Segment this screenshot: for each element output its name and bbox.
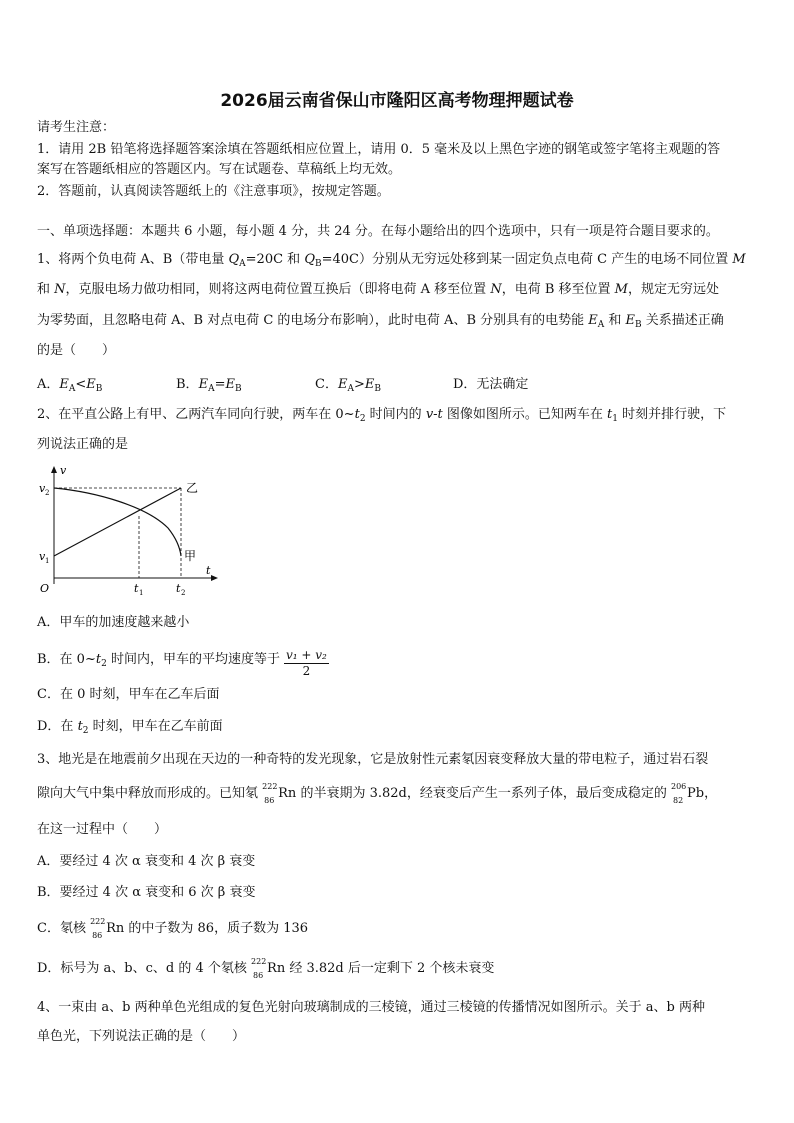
t1-label-sub: 1 — [139, 589, 144, 597]
q2-option-b: B．在 $0\sim t_2$ 时间内，甲车的平均速度等于 $\frac{\text{v₁ + v₂}}{2}$ — [37, 648, 327, 678]
q1-line-2: 和 N，克服电场力做功相同，则将这两电荷位置互换后（即将电荷 A 移至位置 N，电荷 B 移至位置 M，规定无穷远处 — [37, 282, 719, 297]
v-axis-arrow — [51, 466, 57, 473]
q3-line-2: 隙向大气中集中释放而形成的。已知氡 222 86 Rn 的半衰期为 3.82d，经衰变后产生一系列子体，最后变成稳定的 206 82 Pb， — [37, 782, 718, 805]
lead-nuclide: 206 82 Pb — [670, 782, 705, 805]
q3-option-a: A．要经过 4 次 α 衰变和 4 次 β 衰变 — [37, 854, 256, 869]
v1-label: v — [39, 550, 46, 563]
radon-nuclide: 222 86 Rn — [90, 917, 125, 940]
yi-label: 乙 — [186, 481, 199, 495]
notice-item-1-line-2: 案写在答题纸相应的答题区内。写在试题卷、草稿纸上均无效。 — [37, 162, 402, 177]
t2-label-sub: 2 — [181, 589, 186, 597]
radon-nuclide: 222 86 Rn — [262, 782, 297, 805]
q2-option-a: A．甲车的加速度越来越小 — [37, 615, 190, 630]
q2-line-2: 列说法正确的是 — [37, 437, 129, 452]
t-axis-arrow — [211, 575, 218, 581]
q2-option-c: C．在 0 时刻，甲车在乙车后面 — [37, 687, 220, 702]
v2-label-sub: 2 — [45, 489, 50, 497]
jia-label: 甲 — [184, 549, 197, 563]
q1-line-3: 为零势面，且忽略电荷 A、B 对点电荷 C 的电场分布影响），此时电荷 A、B 分别具有的电势能 $E_A$ 和 $E_B$ 关系描述正确 — [37, 313, 724, 330]
v1-label-sub: 1 — [45, 557, 50, 565]
t1-label: t — [134, 582, 139, 595]
t-axis-label: t — [206, 564, 211, 577]
notice-item-1-line-1: 1．请用 2B 铅笔将选择题答案涂填在答题纸相应位置上，请用 0．5 毫米及以上黑色字迹的钢笔或签字笔将主观题的答 — [37, 142, 721, 157]
notice-item-2: 2．答题前，认真阅读答题纸上的《注意事项》，按规定答题。 — [37, 184, 390, 199]
page-title: 2026届云南省保山市隆阳区高考物理押题试卷 — [220, 91, 574, 111]
q1-option-d: D．无法确定 — [453, 377, 529, 392]
q1-option-b: B．$E_A=E_B$ — [176, 377, 242, 394]
origin-label: O — [40, 582, 50, 595]
q3-line-1: 3、地光是在地震前夕出现在天边的一种奇特的发光现象，它是放射性元素氡因衰变释放大量的带电粒子，通过岩石裂 — [37, 752, 709, 767]
q1-option-a: A．$E_A<E_B$ — [37, 377, 103, 394]
q3-option-b: B．要经过 4 次 α 衰变和 6 次 β 衰变 — [37, 885, 256, 900]
q1-line-4: 的是（ ） — [37, 343, 116, 358]
v-axis-label: v — [60, 464, 67, 477]
t2-label: t — [176, 582, 181, 595]
v2-label: v — [39, 482, 46, 495]
q1-option-c: C．$E_A>E_B$ — [315, 377, 381, 394]
q3-option-d: D．标号为 a、b、c、d 的 4 个氡核 222 86 Rn 经 3.82d 后一定剩下 2 个核未衰变 — [37, 957, 495, 980]
average-velocity-fraction: $\frac{\text{v₁ + v₂}}{2}$ — [285, 648, 327, 678]
notice-heading: 请考生注意： — [37, 120, 116, 135]
section-heading: 一、单项选择题：本题共 6 小题，每小题 4 分，共 24 分。在每小题给出的四个选项中，只有一项是符合题目要求的。 — [37, 224, 719, 239]
radon-nuclide: 222 86 Rn — [251, 957, 286, 980]
q3-option-c: C．氡核 222 86 Rn 的中子数为 86，质子数为 136 — [37, 917, 309, 940]
q4-line-2: 单色光，下列说法正确的是（ ） — [37, 1029, 246, 1044]
vt-graph — [36, 462, 226, 598]
q1-line-1: 1、将两个负电荷 A、B（带电量 $Q_A=20C$ 和 $Q_B=40C$）分别从无穷远处移到某一固定负点电荷 C 产生的电场不同位置 M — [37, 252, 746, 269]
q2-option-d: D．在 $t_2$ 时刻，甲车在乙车前面 — [37, 719, 223, 736]
q4-line-1: 4、一束由 a、b 两种单色光组成的复色光射向玻璃制成的三棱镜，通过三棱镜的传播情况如图所示。关于 a、b 两种 — [37, 1000, 705, 1015]
q3-line-3: 在这一过程中（ ） — [37, 822, 168, 837]
q2-line-1: 2、在平直公路上有甲、乙两汽车同向行驶，两车在 $0\sim t_2$ 时间内的 v-t 图像如图所示。已知两车在 $t_1$ 时刻并排行驶，下 — [37, 407, 727, 424]
